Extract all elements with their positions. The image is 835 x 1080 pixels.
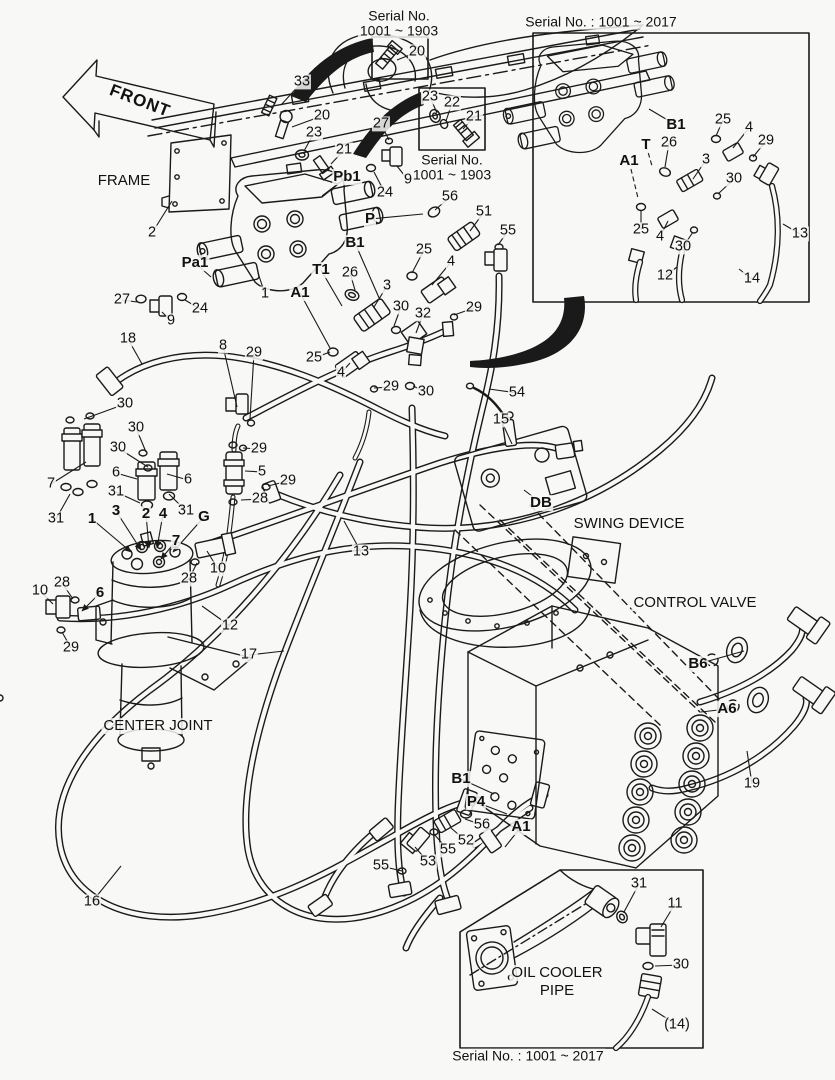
callout-29: 29 [245, 344, 263, 361]
serial-box1-title-line1: Serial No. [368, 7, 430, 24]
callout-6: 6 [183, 471, 193, 488]
callout-(14): (14) [664, 1016, 690, 1033]
callout-31: 31 [177, 502, 195, 519]
callout-DB: DB [530, 494, 552, 512]
callout-4: 4 [655, 228, 665, 245]
callout-4: 4 [744, 119, 754, 136]
callout-32: 32 [414, 305, 432, 322]
callout-B6: B6 [688, 655, 708, 673]
callout-14: 14 [743, 270, 761, 287]
callout-27: 27 [113, 291, 131, 308]
serial-box2-title-line1: Serial No. [421, 151, 483, 168]
callout-26: 26 [660, 134, 678, 151]
callout-29: 29 [757, 132, 775, 149]
callout-3: 3 [701, 151, 711, 168]
callout-22: 22 [443, 94, 461, 111]
callout-1: 1 [87, 510, 97, 528]
callout-55: 55 [439, 841, 457, 858]
callout-30: 30 [109, 439, 127, 456]
callout-51: 51 [475, 203, 493, 220]
callout-6: 6 [95, 584, 105, 602]
serial-inset-top-right: Serial No. : 1001 ~ 2017 [525, 13, 677, 30]
callout-T: T [641, 136, 651, 154]
callout-24: 24 [376, 184, 394, 201]
callout-9: 9 [403, 171, 413, 188]
swing-device-label: SWING DEVICE [573, 515, 685, 533]
callout-Pb1: Pb1 [333, 168, 361, 186]
oil-cooler-pipe-label-line1: OIL COOLER [511, 964, 603, 982]
callout-4: 4 [158, 505, 168, 523]
callout-7: 7 [46, 475, 56, 492]
callout-A6: A6 [717, 700, 737, 718]
callout-P4: P4 [466, 793, 486, 811]
callout-8: 8 [218, 337, 228, 354]
callout-3: 3 [111, 502, 121, 520]
callout-29: 29 [279, 472, 297, 489]
callout-13: 13 [352, 543, 370, 560]
callout-A1: A1 [619, 152, 639, 170]
control-valve-label: CONTROL VALVE [633, 594, 757, 612]
callout-21: 21 [335, 141, 353, 158]
callout-56: 56 [441, 188, 459, 205]
callout-30: 30 [417, 383, 435, 400]
center-joint-label: CENTER JOINT [103, 717, 213, 735]
callout-30: 30 [116, 395, 134, 412]
callout-B1: B1 [451, 770, 471, 788]
leader-lines [40, 52, 800, 1025]
callout-12: 12 [221, 617, 239, 634]
callout-31: 31 [47, 510, 65, 527]
callout-18: 18 [119, 330, 137, 347]
serial-box2-title-line2: 1001 ~ 1903 [412, 166, 492, 183]
callout-7: 7 [171, 532, 181, 550]
callout-10: 10 [209, 560, 227, 577]
callout-56: 56 [473, 816, 491, 833]
callout-1: 1 [260, 285, 270, 302]
frame-label: FRAME [97, 172, 151, 190]
callout-30: 30 [674, 238, 692, 255]
callout-25: 25 [714, 111, 732, 128]
callout-Pa1: Pa1 [181, 254, 209, 272]
callout-9: 9 [166, 312, 176, 329]
callout-52: 52 [457, 832, 475, 849]
callout-29: 29 [465, 299, 483, 316]
callout-13: 13 [791, 225, 809, 242]
callout-53: 53 [419, 853, 437, 870]
callout-5: 5 [257, 463, 267, 480]
callout-25: 25 [632, 221, 650, 238]
callout-11: 11 [667, 895, 683, 912]
callout-4: 4 [446, 253, 456, 270]
callout-28: 28 [180, 570, 198, 587]
callout-54: 54 [508, 384, 526, 401]
callout-30: 30 [127, 419, 145, 436]
callout-12: 12 [656, 267, 674, 284]
callout-3: 3 [382, 277, 392, 294]
callout-28: 28 [251, 490, 269, 507]
callout-B1: B1 [345, 234, 365, 252]
callout-23: 23 [421, 88, 439, 105]
callout-55: 55 [372, 857, 390, 874]
callout-26: 26 [341, 264, 359, 281]
callout-4: 4 [336, 364, 346, 381]
callout-30: 30 [725, 170, 743, 187]
callout-33: 33 [293, 73, 311, 90]
callout-17: 17 [240, 646, 258, 663]
callout-2: 2 [147, 224, 157, 241]
callout-T1: T1 [312, 261, 330, 279]
callout-31: 31 [630, 875, 648, 892]
callout-15: 15 [492, 411, 510, 428]
callout-25: 25 [415, 241, 433, 258]
callout-16: 16 [83, 893, 101, 910]
callout-23: 23 [305, 124, 323, 141]
callout-29: 29 [382, 378, 400, 395]
callout-21: 21 [465, 108, 483, 125]
callout-P: P [364, 210, 376, 228]
callout-31: 31 [107, 483, 125, 500]
callout-27: 27 [372, 115, 390, 132]
callout-B1: B1 [666, 116, 686, 134]
callout-G: G [198, 508, 210, 526]
callout-30: 30 [672, 956, 690, 973]
callout-55: 55 [499, 222, 517, 239]
front-direction-label: FRONT [107, 80, 174, 121]
callout-29: 29 [250, 440, 268, 457]
callout-28: 28 [53, 574, 71, 591]
callout-19: 19 [743, 775, 761, 792]
callout-A1: A1 [290, 284, 310, 302]
callout-10: 10 [31, 582, 49, 599]
callout-29: 29 [62, 639, 80, 656]
callout-30: 30 [392, 298, 410, 315]
callout-2: 2 [141, 505, 151, 523]
callout-A1: A1 [511, 818, 531, 836]
callout-25: 25 [305, 349, 323, 366]
callout-6: 6 [111, 464, 121, 481]
serial-box1-title-line2: 1001 ~ 1903 [359, 22, 439, 39]
callout-24: 24 [191, 300, 209, 317]
oil-cooler-pipe-label-line2: PIPE [539, 982, 575, 1000]
serial-inset-bottom-right: Serial No. : 1001 ~ 2017 [452, 1047, 604, 1064]
callout-20: 20 [408, 43, 426, 60]
callout-20: 20 [313, 107, 331, 124]
